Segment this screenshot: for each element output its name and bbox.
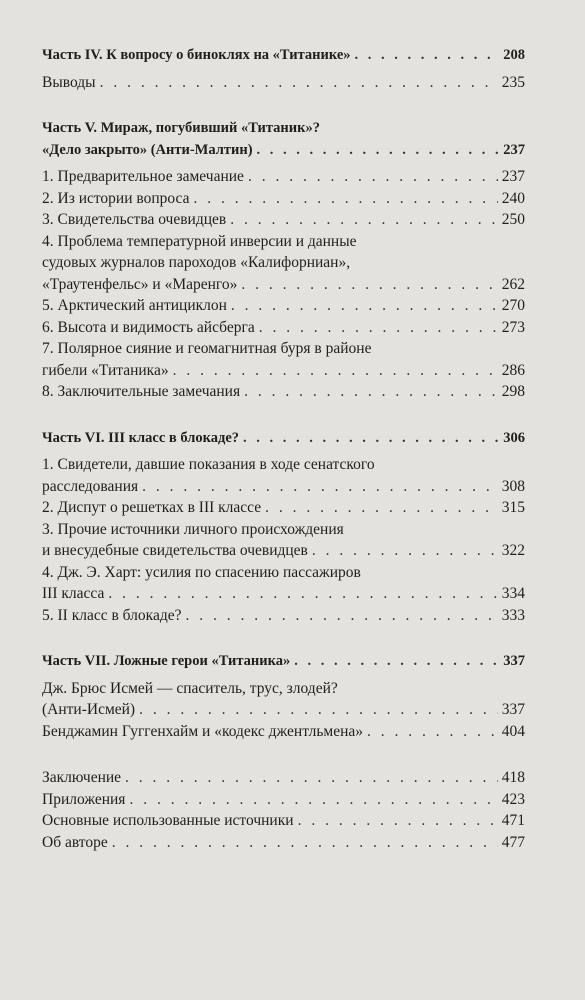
dot-leader — [265, 497, 498, 519]
toc-entry-row — [42, 381, 525, 403]
toc-page-number: 250 — [501, 211, 525, 228]
toc-entry-row — [42, 832, 525, 854]
toc-entry-title-line: Дж. Брюс Исмей — спаситель, трус, злодей? — [42, 679, 338, 697]
toc-entry[interactable] — [42, 381, 525, 403]
dot-leader — [257, 140, 500, 162]
toc-entry-row — [42, 166, 525, 188]
toc-page-number: 237 — [503, 141, 525, 158]
toc-entry-title: Бенджамин Гуггенхайм и «кодекс джентльмена» — [42, 722, 364, 740]
toc-entry-title-line: 4. Дж. Э. Харт: усилия по спасению пассажиров — [42, 563, 361, 581]
toc-entry-title-line: Часть V. Мираж, погубивший «Титаник»? — [42, 120, 320, 136]
toc-page-number: 322 — [501, 542, 525, 559]
dot-leader — [108, 583, 497, 605]
toc-entry-row — [42, 476, 525, 498]
dot-leader — [355, 45, 500, 67]
toc-entry-row — [42, 188, 525, 210]
toc-entry-title: Об авторе — [42, 833, 108, 851]
dot-leader — [125, 767, 498, 789]
dot-leader — [367, 721, 498, 743]
toc-page-number: 273 — [501, 318, 525, 336]
toc-page-number: 306 — [503, 429, 525, 446]
toc-page-number: 333 — [501, 606, 525, 624]
toc-entry-row — [42, 721, 525, 743]
toc-entry-title: «Дело закрыто» (Анти-Малтин) — [42, 141, 253, 158]
toc-page-number: 315 — [501, 499, 525, 516]
toc-page-number: 308 — [501, 477, 525, 495]
toc-entry-title: Выводы — [42, 73, 96, 91]
toc-entry-row — [42, 605, 525, 627]
toc-part-heading[interactable] — [42, 118, 525, 161]
dot-leader — [173, 360, 498, 382]
toc-entry-title: «Траутенфельс» и «Маренго» — [42, 275, 238, 293]
toc-page-number: 404 — [501, 722, 525, 740]
toc-entry-title-line: 4. Проблема температурной инверсии и данные — [42, 232, 357, 250]
toc-entry-row — [42, 497, 525, 519]
toc-entry-title: Часть IV. К вопросу о биноклях на «Титанике» — [42, 47, 351, 63]
toc-page-number: 235 — [501, 73, 525, 91]
dot-leader — [230, 209, 498, 231]
toc-entry-title: Основные использованные источники — [42, 812, 294, 829]
toc-entry-title: 5. II класс в блокаде? — [42, 606, 182, 624]
toc-page-number: 337 — [501, 701, 525, 718]
dot-leader — [139, 699, 498, 721]
toc-entry-title: 3. Свидетельства очевидцев — [42, 211, 227, 228]
toc-entry-row — [42, 209, 525, 231]
toc-entry-row — [42, 651, 525, 673]
toc-page-number: 208 — [503, 47, 525, 63]
toc-entry-title: Приложения — [42, 790, 126, 808]
toc-entry-title: 2. Из истории вопроса — [42, 189, 190, 207]
toc-page-number: 337 — [503, 653, 525, 669]
toc-entry[interactable] — [42, 209, 525, 231]
toc-page-number: 423 — [501, 790, 525, 808]
toc-page-number: 418 — [501, 769, 525, 786]
toc-entry[interactable] — [42, 231, 525, 296]
toc-entry-title-line: 3. Прочие источники личного происхождения — [42, 520, 344, 538]
toc-page-number: 334 — [501, 585, 525, 602]
toc-page-number: 298 — [501, 383, 525, 400]
toc-entry[interactable] — [42, 789, 525, 811]
dot-leader — [185, 605, 497, 627]
toc-entry-title: Часть VII. Ложные герои «Титаника» — [42, 653, 291, 669]
toc-entry-title: 1. Предварительное замечание — [42, 168, 244, 185]
toc-entry[interactable] — [42, 832, 525, 854]
toc-part-heading[interactable] — [42, 428, 525, 450]
toc-entry[interactable] — [42, 678, 525, 721]
toc-entry-title: 6. Высота и видимость айсберга — [42, 318, 255, 336]
toc-page-number: 286 — [501, 361, 525, 379]
toc-entry-row — [42, 274, 525, 296]
toc-entry[interactable] — [42, 295, 525, 317]
toc-entry[interactable] — [42, 338, 525, 381]
dot-leader — [248, 166, 498, 188]
dot-leader — [231, 295, 498, 317]
toc-page-number: 237 — [501, 168, 525, 185]
dot-leader — [244, 381, 498, 403]
table-of-contents — [42, 45, 525, 853]
dot-leader — [100, 72, 498, 94]
toc-entry[interactable] — [42, 188, 525, 210]
toc-entry-row — [42, 583, 525, 605]
dot-leader — [241, 274, 497, 296]
section-spacer — [42, 403, 525, 428]
toc-entry-row — [42, 789, 525, 811]
toc-entry-title: 8. Заключительные замечания — [42, 383, 241, 400]
toc-entry-title: 5. Арктический антициклон — [42, 297, 227, 314]
toc-entry-title: 2. Диспут о решетках в III классе — [42, 499, 262, 516]
toc-entry-row — [42, 45, 525, 67]
toc-entry[interactable] — [42, 767, 525, 789]
toc-entry[interactable] — [42, 72, 525, 94]
toc-entry[interactable] — [42, 497, 525, 519]
toc-entry-row — [42, 810, 525, 832]
toc-entry-row — [42, 317, 525, 339]
toc-entry-title: (Анти-Исмей) — [42, 701, 136, 718]
toc-entry-title: гибели «Титаника» — [42, 361, 169, 379]
dot-leader — [298, 810, 498, 832]
dot-leader — [312, 540, 498, 562]
dot-leader — [112, 832, 498, 854]
section-spacer — [42, 626, 525, 651]
toc-entry-row — [42, 699, 525, 721]
toc-part-heading[interactable] — [42, 651, 525, 673]
toc-entry[interactable] — [42, 810, 525, 832]
toc-entry-title-line: судовых журналов пароходов «Калифорниан», — [42, 254, 351, 271]
toc-entry-title-line: 7. Полярное сияние и геомагнитная буря в районе — [42, 340, 372, 357]
toc-entry[interactable] — [42, 519, 525, 562]
dot-leader — [259, 317, 498, 339]
toc-entry-title: Часть VI. III класс в блокаде? — [42, 429, 240, 446]
toc-entry-row — [42, 140, 525, 162]
toc-entry-row — [42, 295, 525, 317]
toc-entry-row — [42, 767, 525, 789]
toc-entry-title: III класса — [42, 585, 105, 602]
dot-leader — [194, 188, 498, 210]
toc-entry-title: расследования — [42, 477, 139, 495]
toc-entry[interactable] — [42, 605, 525, 627]
dot-leader — [243, 428, 499, 450]
toc-entry-title-line: 1. Свидетели, давшие показания в ходе сенатского — [42, 456, 375, 473]
toc-entry[interactable] — [42, 317, 525, 339]
toc-page-number: 270 — [501, 297, 525, 314]
toc-entry-title: и внесудебные свидетельства очевидцев — [42, 542, 308, 559]
section-spacer — [42, 93, 525, 118]
toc-entry-row — [42, 360, 525, 382]
toc-entry[interactable] — [42, 721, 525, 743]
toc-entry-title: Заключение — [42, 769, 122, 786]
dot-leader — [294, 651, 499, 673]
toc-entry[interactable] — [42, 562, 525, 605]
toc-entry-row — [42, 72, 525, 94]
toc-entry[interactable] — [42, 166, 525, 188]
dot-leader — [129, 789, 497, 811]
toc-page-number: 471 — [501, 812, 525, 829]
toc-entry-row — [42, 540, 525, 562]
toc-entry[interactable] — [42, 454, 525, 497]
toc-page-number: 477 — [501, 833, 525, 851]
toc-page-number: 240 — [501, 189, 525, 207]
section-spacer — [42, 742, 525, 767]
dot-leader — [142, 476, 498, 498]
toc-entry-row — [42, 428, 525, 450]
toc-part-heading[interactable] — [42, 45, 525, 67]
toc-page-number: 262 — [501, 275, 525, 293]
